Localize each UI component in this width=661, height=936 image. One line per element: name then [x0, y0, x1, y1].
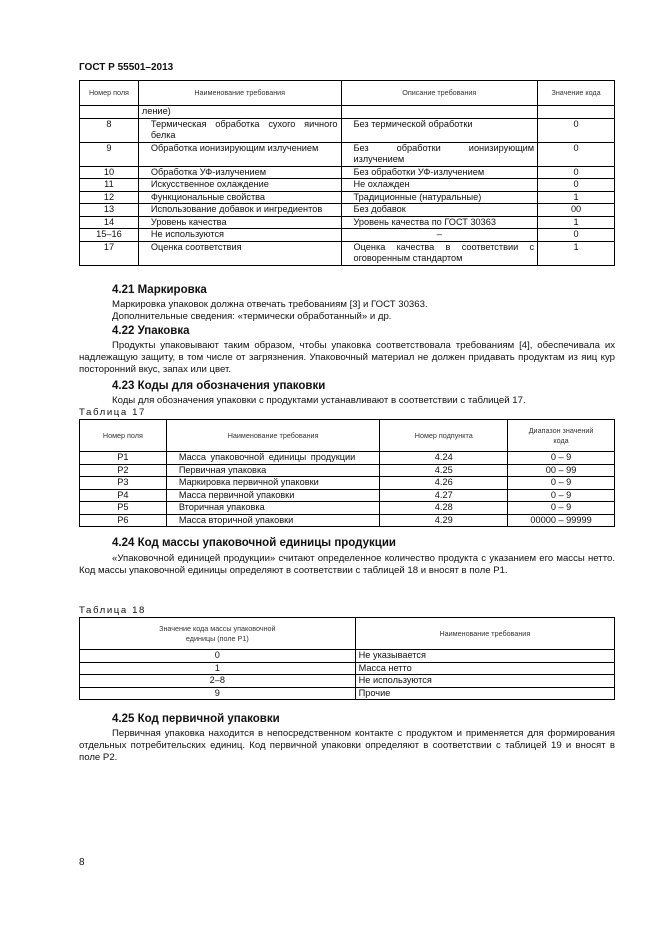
table-row: Р5 Вторичная упаковка 4.28 0 – 9: [80, 502, 615, 515]
section-4-22-text: Продукты упаковывают таким образом, чтобы упаковка соответствовала требованиям [4], обеспечивала их надлежащую защиту, в том числе от загрязнения. Упаковочный материал не должен придавать продуктам из яиц кур посторонний вкус, запах или цвет.: [79, 340, 615, 375]
col-header-requirement: Наименование требования: [355, 618, 614, 650]
table-row: Р1 Масса упаковочной единицы продукции 4.24 0 – 9: [80, 452, 615, 465]
section-4-22-title: 4.22 Упаковка: [112, 325, 190, 337]
table-row: 9 Прочие: [80, 687, 615, 700]
table-row: 2–8 Не используются: [80, 675, 615, 688]
table-row: Р2 Первичная упаковка 4.25 00 – 99: [80, 464, 615, 477]
table-row: 12 Функциональные свойства Традиционные (натуральные) 1: [80, 191, 615, 204]
col-header-field: Номер поля: [80, 420, 167, 452]
page-number: 8: [79, 857, 85, 868]
table-18: [79, 617, 615, 700]
table-row: ление): [80, 106, 615, 119]
col-header-range: Диапазон значений кода: [508, 420, 615, 452]
section-4-24-title: 4.24 Код массы упаковочной единицы продукции: [112, 537, 396, 549]
table-row: Р6 Масса вторичной упаковки 4.29 00000 – 99999: [80, 514, 615, 527]
table-row: 9 Обработка ионизирующим излучением Без обработки ионизирующим излучением 0: [80, 142, 615, 166]
table-row: 8 Термическая обработка сухого яичного белка Без термической обработки 0: [80, 118, 615, 142]
col-header-field: Номер поля: [80, 81, 139, 106]
table-17-label: Таблица 17: [79, 407, 146, 418]
table-row: 13 Использование добавок и ингредиентов Без добавок 00: [80, 204, 615, 217]
table-row: 0 Не указывается: [80, 650, 615, 663]
section-4-23-text: Коды для обозначения упаковки с продуктами устанавливают в соответствии с таблицей 17.: [112, 395, 526, 406]
table-18-label: Таблица 18: [79, 605, 146, 616]
col-header-requirement: Наименование требования: [166, 420, 380, 452]
table-row: Р4 Масса первичной упаковки 4.27 0 – 9: [80, 489, 615, 502]
table-16: [79, 80, 615, 266]
section-4-25-title: 4.25 Код первичной упаковки: [112, 713, 280, 725]
section-4-23-title: 4.23 Коды для обозначения упаковки: [112, 380, 326, 392]
table-row: 10 Обработка УФ-излучением Без обработки УФ-излучением 0: [80, 166, 615, 179]
table-17: [79, 419, 615, 527]
table-row: 15–16 Не используются – 0: [80, 229, 615, 242]
section-4-25-text: Первичная упаковка находится в непосредственном контакте с продуктом и применяется для формирования отдельных потребительских единиц. Код первичной упаковки определяют в соответствии с таблицей 19 и вносят в поле Р2.: [79, 728, 615, 763]
col-header-subclause: Номер подпункта: [380, 420, 508, 452]
col-header-description: Описание требования: [341, 81, 538, 106]
document-header: ГОСТ Р 55501–2013: [79, 62, 174, 73]
col-header-requirement: Наименование требования: [138, 81, 341, 106]
section-4-24-text: «Упаковочной единицей продукции» считают определенное количество продукта с указанием его массы нетто. Код массы упаковочной единицы определяют в соответствии с таблицей 18 и вносят в поле Р1.: [79, 553, 615, 576]
col-header-code: Значение кода: [538, 81, 615, 106]
table-row: 17 Оценка соответствия Оценка качества в соответствии с оговоренным стандартом 1: [80, 241, 615, 265]
section-4-21-title: 4.21 Маркировка: [112, 284, 207, 296]
col-header-code-value: Значение кода массы упаковочной единицы (поле Р1): [80, 618, 356, 650]
table-row: 11 Искусственное охлаждение Не охлажден 0: [80, 179, 615, 192]
table-row: Р3 Маркировка первичной упаковки 4.26 0 – 9: [80, 477, 615, 490]
table-row: 1 Масса нетто: [80, 662, 615, 675]
table-row: 14 Уровень качества Уровень качества по ГОСТ 30363 1: [80, 216, 615, 229]
section-4-21-text: Маркировка упаковок должна отвечать требованиям [3] и ГОСТ 30363. Дополнительные сведения: «термически обработанный» и др.: [112, 299, 428, 322]
